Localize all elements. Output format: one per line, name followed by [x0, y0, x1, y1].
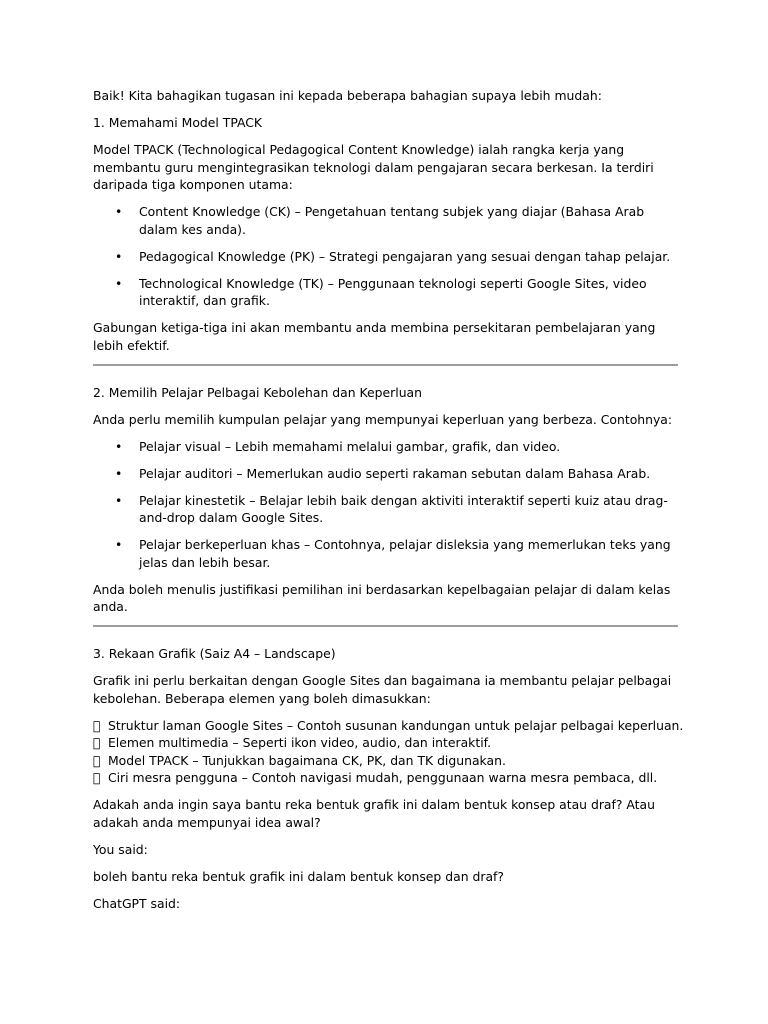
section3-question: Adakah anda ingin saya bantu reka bentuk grafik ini dalam bentuk konsep atau draf? Atau adakah anda mempunyai idea awal? [93, 797, 655, 830]
list-item-text: Ciri mesra pengguna – Contoh navigasi mudah, penggunaan warna mesra pembaca, dll. [107, 770, 658, 785]
list-item [93, 769, 678, 787]
list-item-text: Model TPACK – Tunjukkan bagaimana CK, PK, dan TK digunakan. [107, 752, 506, 768]
list-item-text: Pedagogical Knowledge (PK) – Strategi pengajaran yang sesuai dengan tahap pelajar. [139, 248, 671, 264]
bullet-icon: • [115, 537, 123, 552]
list-item-text: Content Knowledge (CK) – Pengetahuan tentang subjek yang diajar (Bahasa Arab dalam kes anda). [139, 204, 645, 237]
bullet-icon: • [115, 465, 123, 481]
section1-closing: Gabungan ketiga-tiga ini akan membantu anda membina persekitaran pembelajaran yang lebih efektif. [93, 320, 656, 353]
user-message: boleh bantu reka bentuk grafik ini dalam bentuk konsep dan draf? [93, 868, 504, 884]
list-item [93, 203, 678, 238]
list-item [93, 465, 678, 483]
list-item-text: Struktur laman Google Sites – Contoh susunan kandungan untuk pelajar pelbagai keperluan. [107, 717, 684, 733]
list-item [93, 734, 678, 752]
bullet-icon: • [115, 248, 123, 264]
section2-list [93, 438, 678, 572]
section-divider [93, 364, 678, 366]
section2-description: Anda perlu memilih kumpulan pelajar yang mempunyai keperluan yang berbeza. Contohnya: [93, 411, 673, 427]
missing-glyph-icon [93, 752, 104, 770]
section-divider [93, 625, 678, 627]
list-item [93, 438, 678, 456]
bullet-icon: • [115, 275, 123, 291]
list-item-text: Elemen multimedia – Seperti ikon video, audio, dan interaktif. [107, 735, 492, 750]
bullet-icon: • [115, 492, 123, 508]
list-item [93, 275, 678, 310]
intro-text: Baik! Kita bahagikan tugasan ini kepada beberapa bahagian supaya lebih mudah: [93, 88, 602, 103]
list-item [93, 492, 678, 527]
list-item [93, 717, 684, 735]
section1-heading: 1. Memahami Model TPACK [93, 115, 263, 130]
list-item [93, 248, 678, 266]
section3-list [93, 717, 684, 787]
section1-description: Model TPACK (Technological Pedagogical Content Knowledge) ialah rangka kerja yang membantu guru mengintegrasikan teknologi dalam pengajaran secara berkesan. Ia terdiri daripada tiga komponen utama: [93, 142, 654, 192]
missing-glyph-icon [93, 717, 104, 735]
missing-glyph-icon [93, 769, 104, 787]
list-item [93, 536, 678, 571]
you-said-label: You said: [93, 841, 148, 857]
list-item-text: Pelajar kinestetik – Belajar lebih baik dengan aktiviti interaktif seperti kuiz atau drag-and-drop dalam Google Sites. [139, 492, 668, 525]
chatgpt-said-label: ChatGPT said: [93, 895, 181, 911]
document-page [93, 87, 684, 922]
section2-heading: 2. Memilih Pelajar Pelbagai Kebolehan dan Keperluan [93, 384, 422, 400]
section3-description: Grafik ini perlu berkaitan dengan Google Sites dan bagaimana ia membantu pelajar pelbagai kebolehan. Beberapa elemen yang boleh dimasukkan: [93, 673, 672, 706]
missing-glyph-icon [93, 734, 104, 752]
bullet-icon: • [115, 204, 123, 219]
section1-list [93, 203, 678, 310]
list-item-text: Technological Knowledge (TK) – Penggunaan teknologi seperti Google Sites, video interaktif, dan grafik. [139, 275, 647, 308]
list-item [93, 752, 678, 770]
list-item-text: Pelajar visual – Lebih memahami melalui gambar, grafik, dan video. [139, 438, 561, 454]
bullet-icon: • [115, 438, 123, 454]
section2-closing: Anda boleh menulis justifikasi pemilihan ini berdasarkan kepelbagaian pelajar di dalam kelas anda. [93, 581, 671, 614]
list-item-text: Pelajar berkeperluan khas – Contohnya, pelajar disleksia yang memerlukan teks yang jelas dan lebih besar. [139, 537, 671, 570]
section3-heading: 3. Rekaan Grafik (Saiz A4 – Landscape) [93, 646, 336, 661]
list-item-text: Pelajar auditori – Memerlukan audio seperti rakaman sebutan dalam Bahasa Arab. [139, 465, 651, 481]
